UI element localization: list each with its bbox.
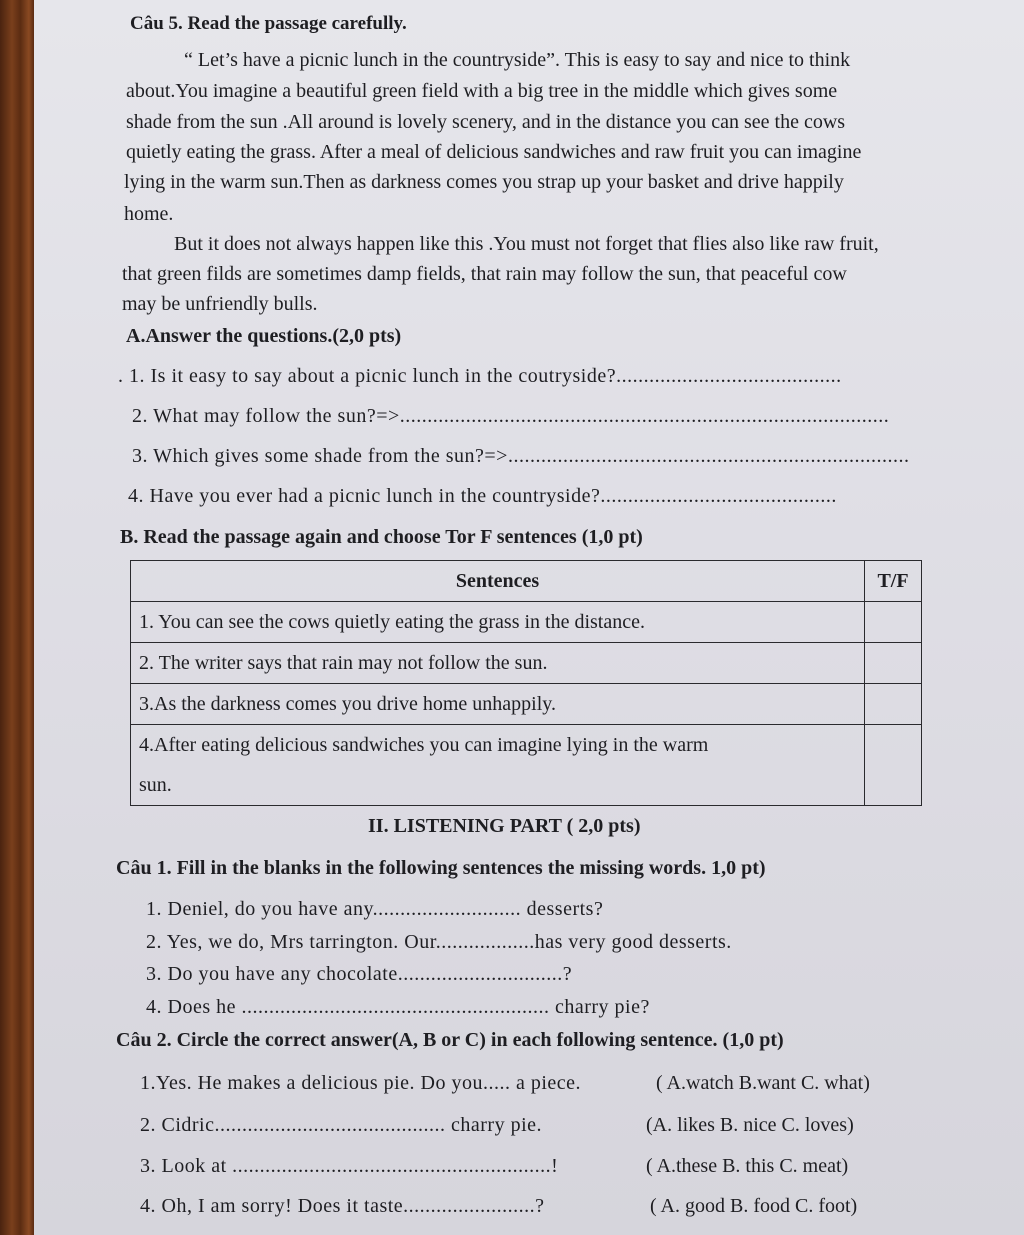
passage-line: may be unfriendly bulls. — [122, 293, 318, 315]
passage-line: about.You imagine a beautiful green field with a big tree in the middle which gives some — [126, 80, 838, 102]
q5-title: Câu 5. Read the passage carefully. — [130, 13, 407, 34]
fill-item-2: 2. Yes, we do, Mrs tarrington. Our..................has very good desserts. — [146, 931, 732, 953]
table-row — [131, 684, 922, 725]
passage-line: lying in the warm sun.Then as darkness comes you strap up your basket and drive happily — [124, 171, 844, 193]
tf-header: T/F — [865, 561, 922, 602]
sentence-line: 4.After eating delicious sandwiches you can imagine lying in the warm — [139, 734, 709, 756]
mc-options-3: ( A.these B. this C. meat) — [646, 1155, 849, 1177]
mc-options-4: ( A. good B. food C. foot) — [650, 1195, 858, 1217]
passage-line: But it does not always happen like this .You must not forget that flies also like raw fruit, — [174, 233, 879, 255]
passage-line: shade from the sun .All around is lovely scenery, and in the distance you can see the cows — [126, 111, 846, 133]
passage-line: “ Let’s have a picnic lunch in the countryside”. This is easy to say and nice to think — [184, 49, 851, 71]
question-1: . 1. Is it easy to say about a picnic lunch in the coutryside?......................................... — [118, 365, 842, 387]
sentence-line: sun. — [139, 774, 172, 796]
mc-question-1: 1.Yes. He makes a delicious pie. Do you..... a piece. — [140, 1072, 582, 1094]
fill-item-4: 4. Does he ........................................................ charry pie? — [146, 996, 650, 1018]
sentence-cell: 3.As the darkness comes you drive home unhappily. — [131, 684, 865, 725]
table-header-row — [131, 561, 922, 602]
fill-item-3: 3. Do you have any chocolate..............................? — [146, 963, 573, 985]
fill-item-1: 1. Deniel, do you have any........................... desserts? — [146, 898, 604, 920]
part-b-heading: B. Read the passage again and choose Tor F sentences (1,0 pt) — [120, 526, 643, 548]
table-row — [131, 725, 922, 806]
c2-heading: Câu 2. Circle the correct answer(A, B or C) in each following sentence. (1,0 pt) — [116, 1029, 784, 1051]
tf-answer-cell[interactable] — [865, 643, 922, 684]
tf-answer-cell[interactable] — [865, 725, 922, 806]
question-4: 4. Have you ever had a picnic lunch in the countryside?........................................... — [128, 485, 837, 507]
wooden-table-edge — [0, 0, 34, 1235]
mc-question-2: 2. Cidric.......................................... charry pie. — [140, 1114, 542, 1136]
exam-sheet — [34, 0, 1024, 1235]
mc-question-4: 4. Oh, I am sorry! Does it taste........................? — [140, 1195, 545, 1217]
question-2: 2. What may follow the sun?=>......................................................................................... — [132, 405, 890, 427]
passage-line: quietly eating the grass. After a meal of delicious sandwiches and raw fruit you can imagine — [126, 141, 862, 163]
sentence-cell: 2. The writer says that rain may not follow the sun. — [131, 643, 865, 684]
passage-line: home. — [124, 203, 174, 225]
tf-answer-cell[interactable] — [865, 684, 922, 725]
sentence-cell — [131, 725, 865, 806]
sentence-cell: 1. You can see the cows quietly eating the grass in the distance. — [131, 602, 865, 643]
true-false-table — [130, 560, 922, 806]
part-a-heading: A.Answer the questions.(2,0 pts) — [126, 325, 402, 347]
mc-options-2: (A. likes B. nice C. loves) — [646, 1114, 854, 1136]
question-3: 3. Which gives some shade from the sun?=>......................................................................... — [132, 445, 910, 467]
mc-options-1: ( A.watch B.want C. what) — [656, 1072, 870, 1094]
table-row — [131, 602, 922, 643]
listening-heading: II. LISTENING PART ( 2,0 pts) — [368, 815, 641, 837]
sentences-header: Sentences — [131, 561, 865, 602]
table-row — [131, 643, 922, 684]
tf-answer-cell[interactable] — [865, 602, 922, 643]
passage-line: that green filds are sometimes damp fields, that rain may follow the sun, that peaceful cow — [122, 263, 847, 285]
c1-heading: Câu 1. Fill in the blanks in the following sentences the missing words. 1,0 pt) — [116, 857, 766, 879]
mc-question-3: 3. Look at ..........................................................! — [140, 1155, 559, 1177]
